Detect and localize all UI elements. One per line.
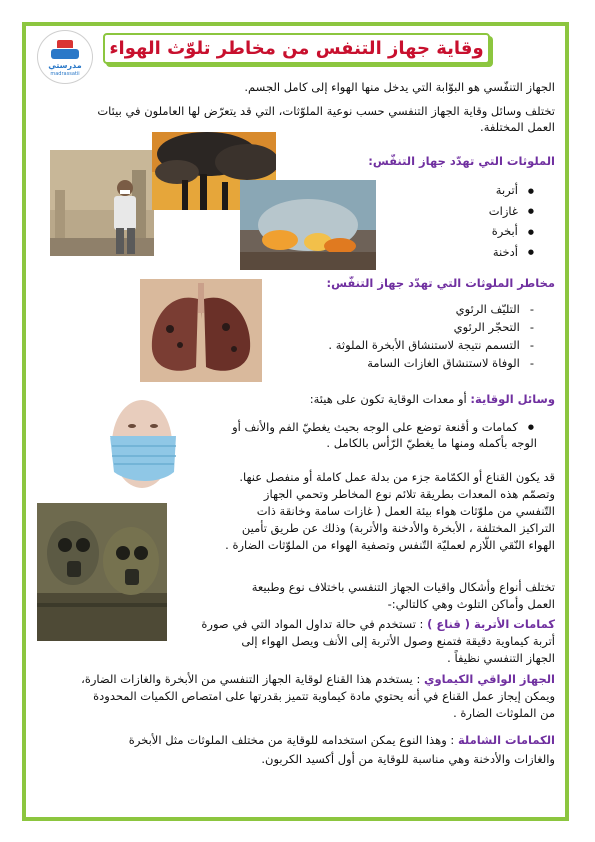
list-item: ● غازات	[394, 201, 534, 222]
page-title: وقاية جهاز التنفس من مخاطر تلوّث الهواء	[109, 38, 484, 59]
list-item: ● أتربة	[394, 180, 534, 201]
damaged-lungs-image	[140, 279, 262, 382]
smog-person-image	[50, 150, 154, 256]
graduation-cap-icon	[57, 40, 73, 48]
protection-heading-rest: أو معدات الوقاية تكون على هيئة:	[309, 392, 471, 406]
title-box	[103, 33, 490, 64]
logo	[37, 30, 93, 84]
dangers-heading: مخاطر الملوثات التي تهدّد جهاز التنفّس:	[326, 276, 555, 290]
full-label: الكمامات الشاملة	[457, 733, 555, 747]
para-line-5: الهواء النّقي اللّازم لعمليّة التّنفس وتصفية الهواء من الملوّثات الضارة .	[225, 538, 555, 552]
list-item: - التحجّر الرئوي	[274, 318, 534, 336]
chem-line-3: من الملوثات الضارة .	[453, 706, 555, 720]
pollutants-list	[394, 180, 552, 262]
dust-line-2: أتربة كيماوية دقيقة فتمنع وصول الأتربة إلى الأنف ويصل الهواء إلى	[241, 634, 555, 648]
para-line-4: التراكيز المختلفة ، الأبخرة والأدخنة والأتربة) وذلك عن طريق تأمين	[241, 521, 555, 535]
dust-text-1: : تستخدم في حالة تداول المواد التي في صورة	[201, 617, 428, 631]
para-line-3: التّنفسي من ملوّثات هواء بيئة العمل ( غازات سامة وخانقة ذات	[256, 504, 555, 518]
chem-label: الجهاز الواقي الكيماوي	[423, 672, 555, 686]
logo-name: مدرستي	[48, 61, 82, 70]
intro-line-1: الجهاز التنفّسي هو البوّابة التي يدخل منها الهواء إلى كامل الجسم.	[244, 80, 555, 94]
dust-line-3: الجهاز التنفسي نظيفاً .	[447, 651, 555, 665]
para-line-2: وتصمّم هذه المعدات بطريقة تلائم نوع المخاطر وتحمي الجهاز	[263, 487, 555, 501]
chem-line-2: ويمكن إيجاز عمل القناع في أنه يحتوي مادة كيماوية تتميز بقدرتها على امتصاص الكميات المحدودة	[93, 689, 555, 703]
chem-line-1	[35, 672, 555, 687]
dust-line-1	[175, 617, 555, 632]
intro-line-3: العمل المختلفة.	[480, 120, 555, 134]
intro-line-2: تختلف وسائل وقاية الجهاز التنفسي حسب نوعية الملوّثات، التي قد يتعرّض لها العاملون في بيئات	[97, 104, 555, 118]
para-line-1: قد يكون القناع أو الكمّامة جزء من بدلة عمل كاملة أو منفصل عنها.	[239, 470, 555, 484]
protection-list	[194, 420, 552, 435]
list-item: - التسمم نتيجة لاستنشاق الأبخرة الملوثة .	[274, 336, 534, 354]
list-item: ● كمامات و أقنعة توضع على الوجه بحيث يغطيّ الفم والأنف أو	[194, 420, 534, 435]
list-item: - الوفاة لاستنشاق الغازات السامة	[274, 354, 534, 372]
types-line-2: العمل وأماكن التلوث وهي كالتالي:-	[387, 597, 555, 611]
list-item: - التليّف الرئوي	[274, 300, 534, 318]
logo-sub: madrassatii	[50, 71, 80, 77]
book-icon	[51, 49, 79, 59]
burning-waste-image	[240, 180, 376, 270]
surgical-mask-image	[90, 398, 178, 498]
protection-heading-line	[200, 392, 555, 407]
full-text-1: : وهذا النوع يمكن استخدامه للوقاية من مختلف الملوثات مثل الأبخرة	[128, 733, 458, 747]
types-line-1: تختلف أنواع وأشكال واقيات الجهاز التنفسي باختلاف نوع وطبيعة	[251, 580, 555, 594]
chem-text-1: : يستخدم هذا القناع لوقاية الجهاز التنفسي من الأبخرة والغازات الضارة،	[81, 672, 424, 686]
dust-label: كمامات الأتربة ( قناع )	[427, 617, 555, 631]
protection-bullet-cont: الوجه بأكمله ومنها ما يغطيّ الرّأس بالكامل .	[326, 436, 537, 450]
dangers-list	[274, 300, 552, 372]
gas-mask-soldiers-image	[37, 503, 167, 641]
pollutants-heading: الملوثات التي تهدّد جهاز التنفّس:	[368, 154, 555, 168]
list-item: ● أبخرة	[394, 221, 534, 242]
list-item: ● أدخنة	[394, 242, 534, 263]
full-line-1	[35, 733, 555, 748]
protection-heading: وسائل الوقاية:	[470, 392, 555, 406]
full-line-2: والغازات والأدخنة وهي مناسبة للوقاية من أول أكسيد الكربون.	[261, 752, 555, 766]
